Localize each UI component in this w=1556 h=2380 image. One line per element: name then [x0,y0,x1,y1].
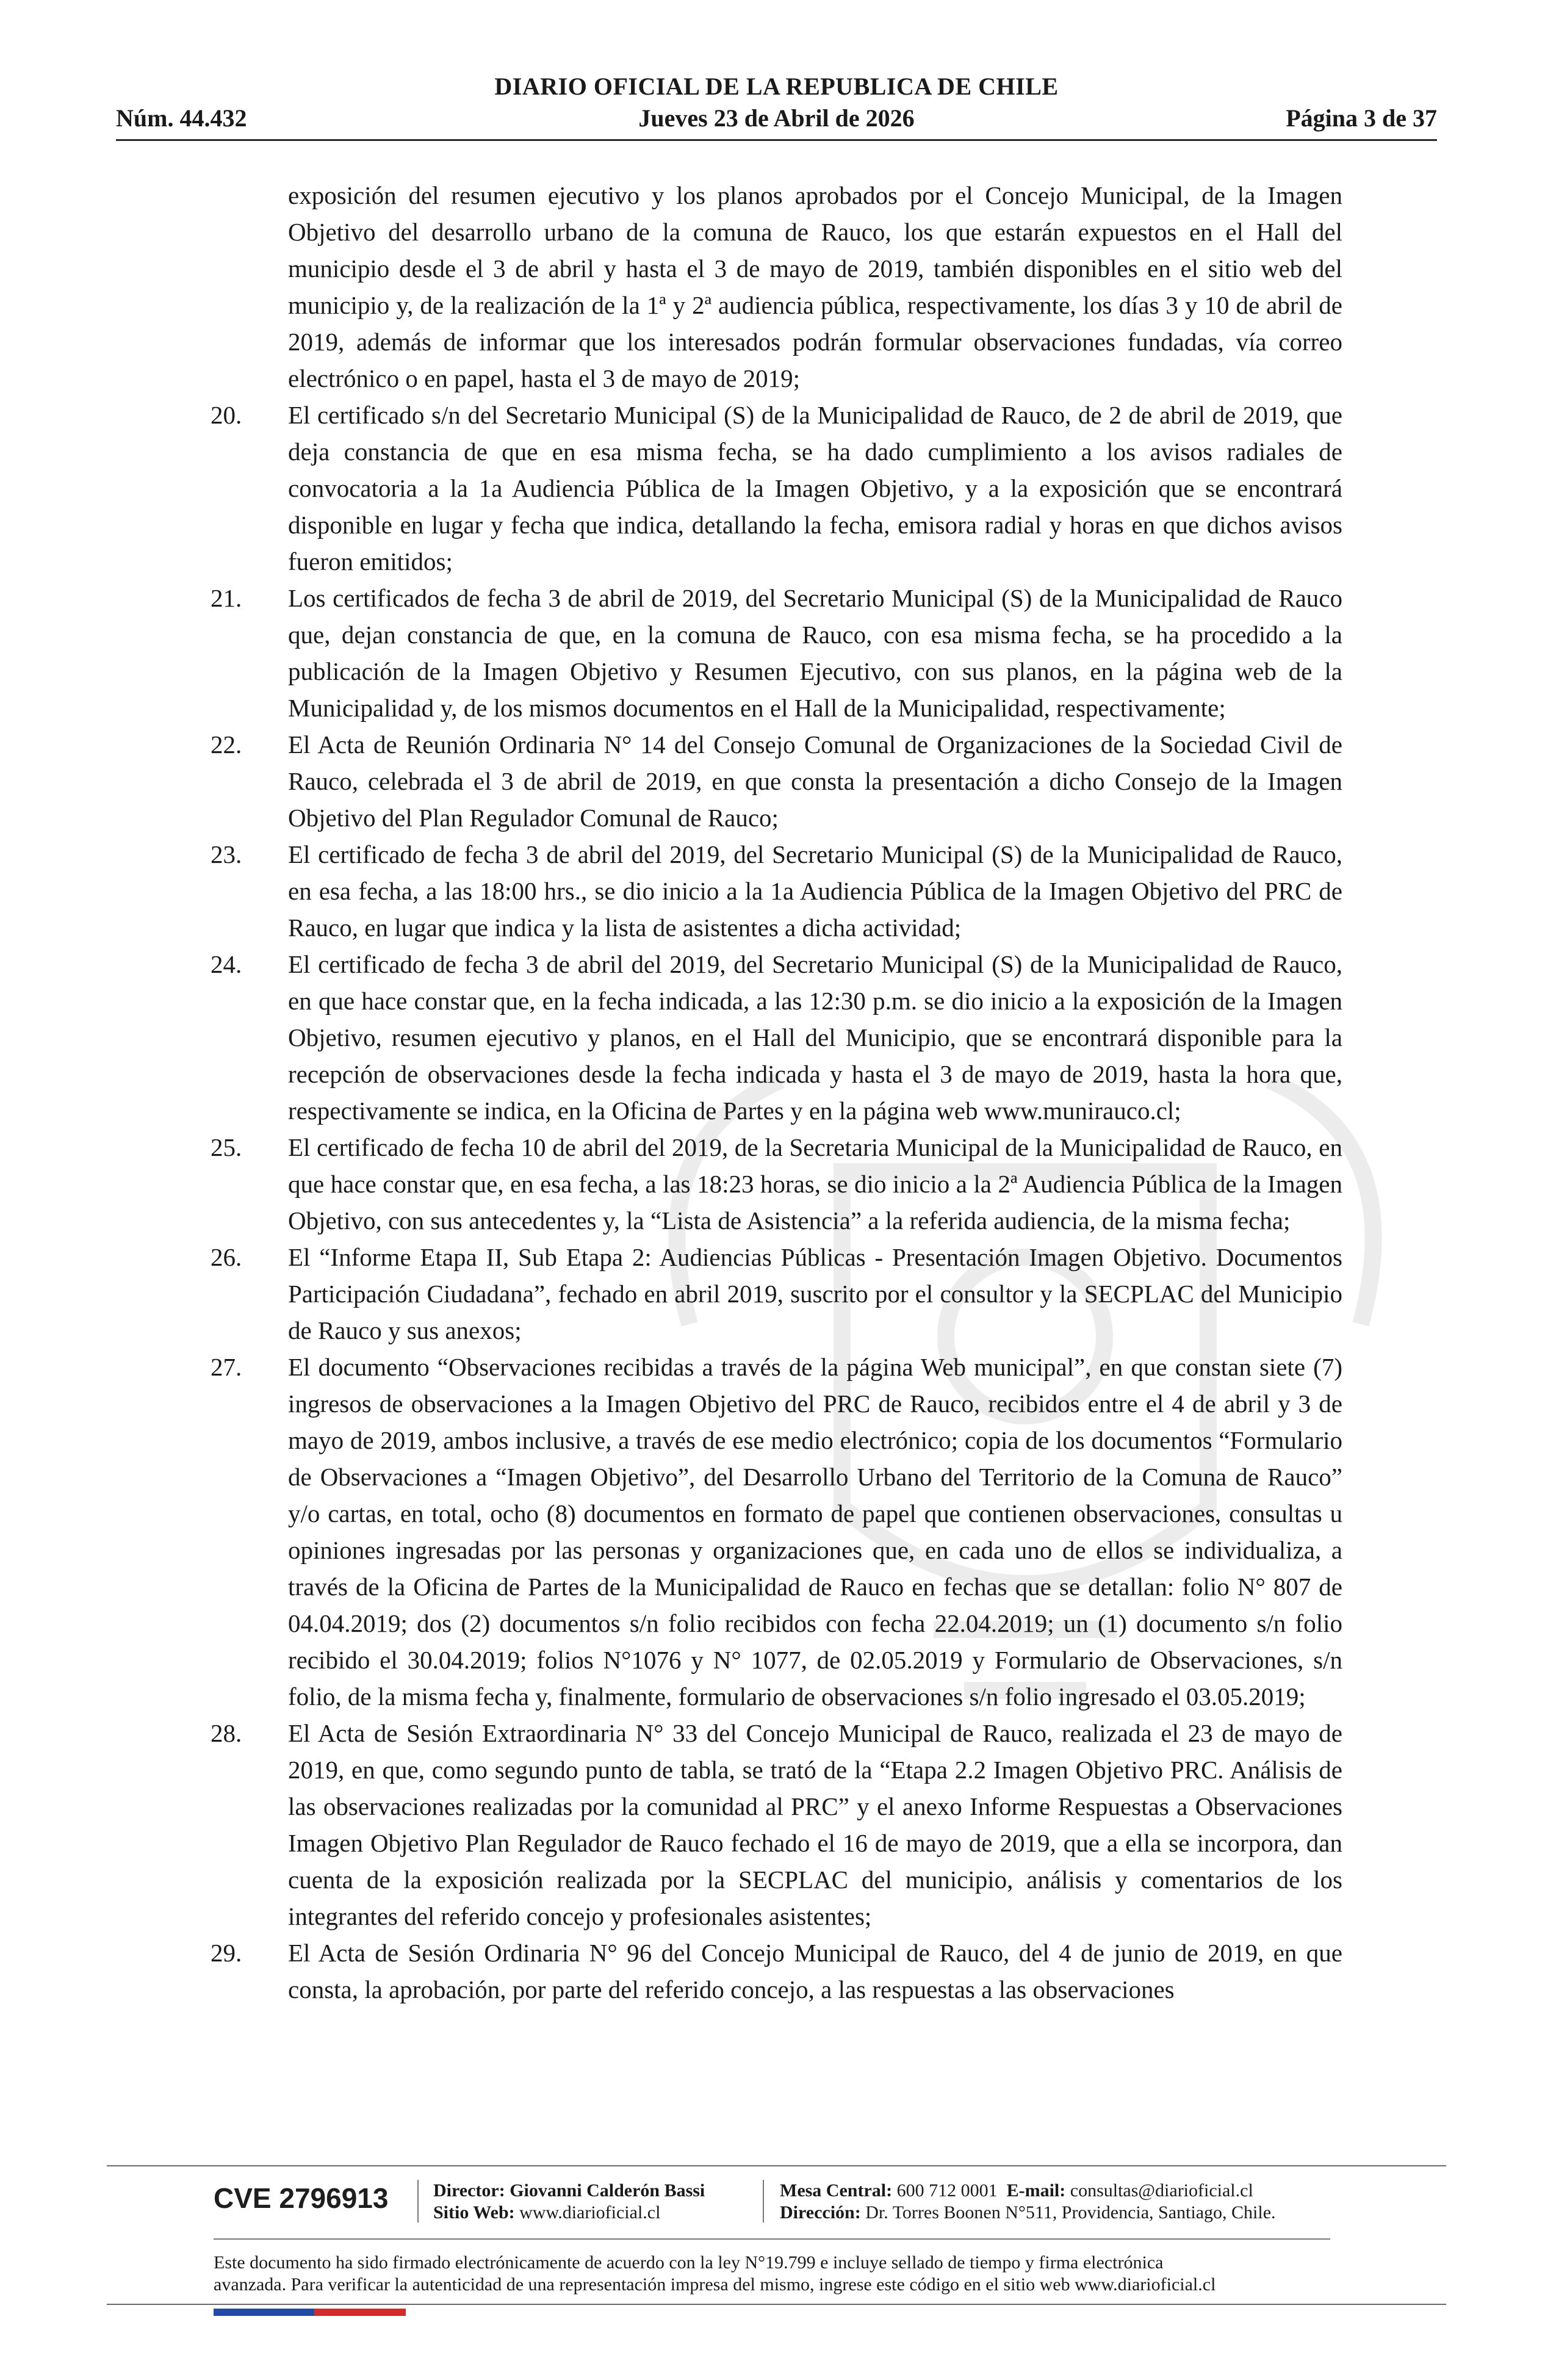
item-number: 22. [211,730,242,759]
list-item [211,836,1342,946]
item-number: 28. [211,1719,242,1747]
item-number: 21. [211,584,242,612]
phone-label: Mesa Central: [780,2180,893,2201]
cve-code: CVE 2796913 [214,2182,389,2214]
legal-notice [214,2252,1373,2296]
item-number: 27. [211,1353,242,1381]
list-item [211,1715,1342,1935]
issue-number: Núm. 44.432 [116,104,247,132]
header-divider [116,139,1437,141]
item-text: El Acta de Sesión Extraordinaria N° 33 del Concejo Municipal de Rauco, realizada el 23 de mayo de 2019, en que, como segundo punto de tabla, se trató de la “Etapa 2.2 Imagen Objetivo PRC. Análisis de las observaciones realizadas por la comunidad al PRC” y el anexo Informe Respuestas a Observaciones Imagen Objetivo Plan Regulador de Rauco fechado el 16 de mayo de 2019, que a ella se incorpora, dan cuenta de la exposición realizada por la SECPLAC del municipio, análisis y comentarios de los integrantes del referido concejo y profesionales asistentes; [288,1719,1342,1930]
item-text: El certificado de fecha 3 de abril del 2019, del Secretario Municipal (S) de la Municipalidad de Rauco, en que hace constar que, en la fecha indicada, a las 12:30 p.m. se dio inicio a la exposición de la Imagen Objetivo, resumen ejecutivo y planos, en el Hall del Municipio, que se encontrará disponible para la recepción de observaciones desde la fecha indicada y hasta el 3 de mayo de 2019, hasta la hora que, respectivamente se indica, en la Oficina de Partes y en la página web www.munirauco.cl; [288,950,1342,1125]
item-number: 23. [211,840,242,868]
page-indicator: Página 3 de 37 [1286,104,1437,132]
list-item [211,1349,1342,1715]
website-link[interactable]: www.diarioficial.cl [519,2202,661,2223]
contact-block [780,2180,1276,2224]
legal-notice-line: avanzada. Para verificar la autenticidad de una representación impresa del mismo, ingrese este código en el sitio web www.diarioficial.cl [214,2274,1216,2295]
newspaper-title: DIARIO OFICIAL DE LA REPUBLICA DE CHILE [494,73,1059,100]
footer-divider-middle [214,2238,1330,2240]
legal-notice-line: Este documento ha sido firmado electrónicamente de acuerdo con la ley N°19.799 e incluye sellado de tiempo y firma electrónica [214,2252,1164,2273]
item-number: 24. [211,950,242,978]
item-text: El certificado de fecha 3 de abril del 2019, del Secretario Municipal (S) de la Municipalidad de Rauco, en esa fecha, a las 18:00 hrs., se dio inicio a la 1a Audiencia Pública de la Imagen Objetivo del PRC de Rauco, en lugar que indica y la lista de asistentes a dicha actividad; [288,840,1342,942]
item-text: El certificado de fecha 10 de abril del 2019, de la Secretaria Municipal de la Municipalidad de Rauco, en que hace constar que, en esa fecha, a las 18:23 horas, se dio inicio a la 2ª Audiencia Pública de la Imagen Objetivo, con sus antecedentes y, la “Lista de Asistencia” a la referida audiencia, de la misma fecha; [288,1133,1342,1235]
list-item [211,397,1342,580]
director-name: Giovanni Calderón Bassi [510,2180,705,2201]
page-header [116,72,1437,139]
director-label: Director: [433,2180,505,2201]
list-item [211,1129,1342,1239]
address-value: Dr. Torres Boonen N°511, Providencia, Santiago, Chile. [865,2202,1276,2223]
footer-divider-top [107,2165,1446,2166]
footer-separator [417,2180,419,2223]
list-item [211,580,1342,726]
item-text: El Acta de Reunión Ordinaria N° 14 del Consejo Comunal de Organizaciones de la Sociedad Civil de Rauco, celebrada el 3 de abril de 2019, en que consta la presentación a dicho Consejo de la Imagen Objetivo del Plan Regulador Comunal de Rauco; [288,730,1342,832]
address-label: Dirección: [780,2202,861,2223]
email-link[interactable]: consultas@diarioficial.cl [1070,2180,1253,2201]
document-body [211,177,1342,2008]
list-item [211,726,1342,836]
item-number: 25. [211,1133,242,1161]
website-label: Sitio Web: [433,2202,515,2223]
footer-divider-bottom [107,2304,1446,2305]
phone-value: 600 712 0001 [896,2180,998,2201]
flag-stripe-blue [214,2309,314,2316]
email-label: E-mail: [1006,2180,1066,2201]
item-text: El documento “Observaciones recibidas a través de la página Web municipal”, en que constan siete (7) ingresos de observaciones a la Imagen Objetivo del PRC de Rauco, recibidos entre el 4 de abril y 3 de mayo de 2019, ambos inclusive, a través de ese medio electrónico; copia de los documentos “Formulario de Observaciones a “Imagen Objetivo”, del Desarrollo Urbano del Territorio de la Comuna de Rauco” y/o cartas, en total, ocho (8) documentos en formato de papel que contienen observaciones, consultas u opiniones ingresadas por las personas y organizaciones que, en cada uno de ellos se individualiza, a través de la Oficina de Partes de la Municipalidad de Rauco en fechas que se detallan: folio N° 807 de 04.04.2019; dos (2) documentos s/n folio recibidos con fecha 22.04.2019; un (1) documento s/n folio recibido el 30.04.2019; folios N°1076 y N° 1077, de 02.05.2019 y Formulario de Observaciones, s/n folio, de la misma fecha y, finalmente, formulario de observaciones s/n folio ingresado el 03.05.2019; [288,1353,1342,1711]
item-text: El “Informe Etapa II, Sub Etapa 2: Audiencias Públicas - Presentación Imagen Objetivo. Documentos Participación Ciudadana”, fechado en abril 2019, suscrito por el consultor y la SECPLAC del Municipio de Rauco y sus anexos; [288,1243,1342,1344]
director-block [433,2180,705,2224]
list-item [211,1239,1342,1349]
flag-stripe-red [314,2309,406,2316]
footer-separator [763,2180,764,2223]
list-item [211,946,1342,1129]
numbered-list [211,397,1342,2008]
item-number: 29. [211,1939,242,1967]
item-number: 26. [211,1243,242,1271]
issue-date: Jueves 23 de Abril de 2026 [638,104,915,132]
item-text: El Acta de Sesión Ordinaria N° 96 del Concejo Municipal de Rauco, del 4 de junio de 2019, en que consta, la aprobación, por parte del referido concejo, a las respuestas a las observaciones [288,1939,1342,2003]
item-number: 20. [211,401,242,429]
intro-paragraph: exposición del resumen ejecutivo y los planos aprobados por el Concejo Municipal, de la Imagen Objetivo del desarrollo urbano de la comuna de Rauco, los que estarán expuestos en el Hall del municipio desde el 3 de abril y hasta el 3 de mayo de 2019, también disponibles en el sitio web del municipio y, de la realización de la 1ª y 2ª audiencia pública, respectivamente, los días 3 y 10 de abril de 2019, además de informar que los interesados podrán formular observaciones fundadas, vía correo electrónico o en papel, hasta el 3 de mayo de 2019; [288,181,1342,392]
list-item [211,1935,1342,2008]
item-text: El certificado s/n del Secretario Municipal (S) de la Municipalidad de Rauco, de 2 de abril de 2019, que deja constancia de que en esa misma fecha, se ha dado cumplimiento a los avisos radiales de convocatoria a la 1a Audiencia Pública de la Imagen Objetivo, y a la exposición que se encontrará disponible en lugar y fecha que indica, detallando la fecha, emisora radial y horas en que dichos avisos fueron emitidos; [288,401,1342,575]
item-text: Los certificados de fecha 3 de abril de 2019, del Secretario Municipal (S) de la Municipalidad de Rauco que, dejan constancia de que, en la comuna de Rauco, con esa misma fecha, se ha procedido a la publicación de la Imagen Objetivo y Resumen Ejecutivo, con sus planos, en la página web de la Municipalidad y, de los mismos documentos en el Hall de la Municipalidad, respectivamente; [288,584,1342,722]
